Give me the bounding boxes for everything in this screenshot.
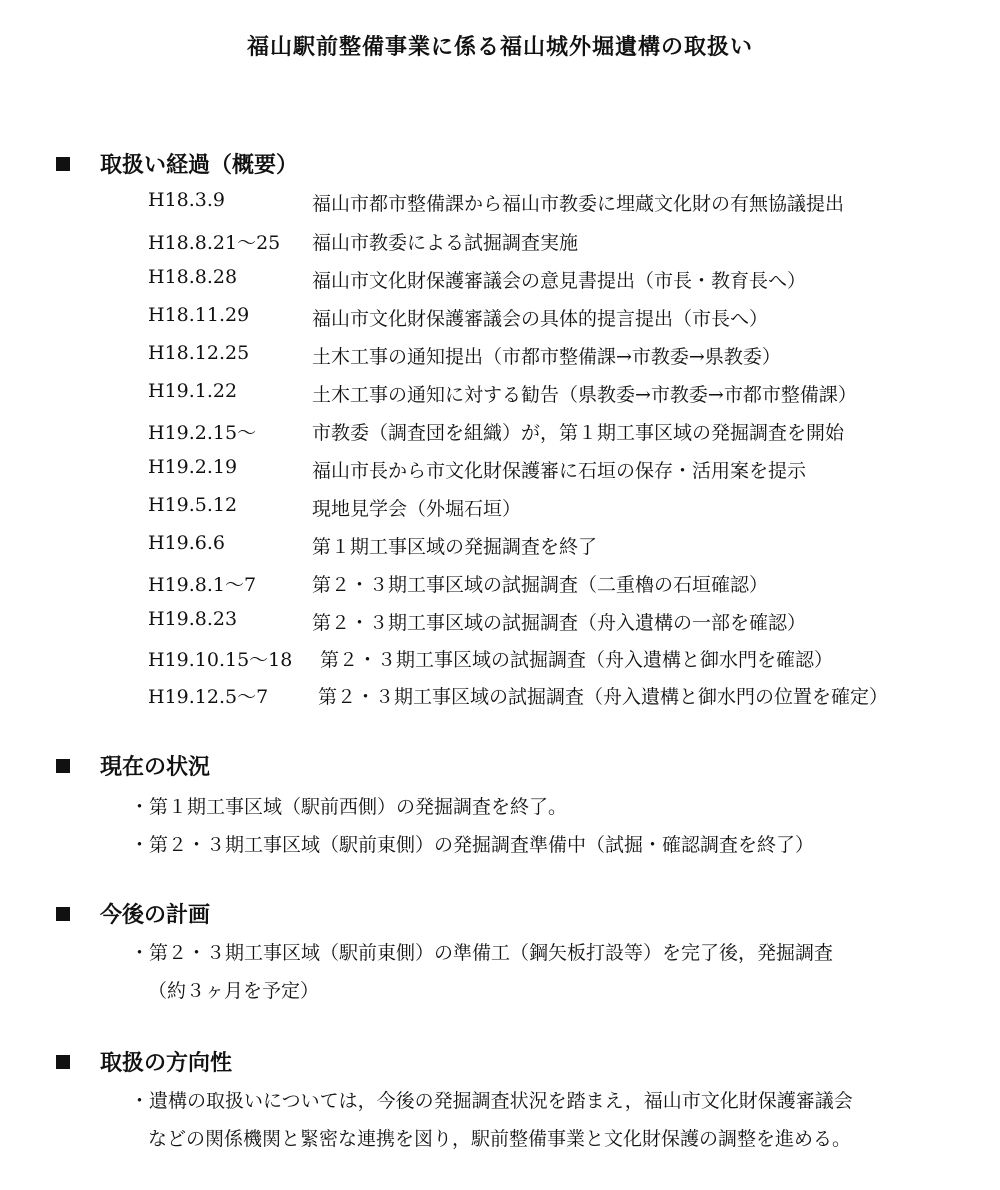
section-line: （約３ヶ月を予定）: [148, 980, 320, 1002]
section-heading-label: 取扱い経過（概要）: [100, 152, 299, 178]
history-entry: [0, 228, 1000, 260]
section-line: ・第２・３期工事区域（駅前東側）の準備工（鋼矢板打設等）を完了後，発掘調査: [130, 942, 834, 964]
history-text: 第２・３期工事区域の試掘調査（舟入遺構と御水門を確認）: [320, 649, 834, 671]
history-entry: [0, 456, 1000, 488]
section-heading-history: [56, 148, 298, 179]
history-text: 第２・３期工事区域の試掘調査（舟入遺構の一部を確認）: [312, 612, 807, 634]
history-text: 現地見学会（外堀石垣）: [312, 498, 522, 520]
section-heading-current-status: [56, 750, 210, 781]
history-text: 第２・３期工事区域の試掘調査（二重櫓の石垣確認）: [312, 574, 769, 596]
history-entry: [0, 342, 1000, 374]
history-date: H18.12.25: [148, 342, 250, 364]
section-line: ・第１期工事区域（駅前西側）の発掘調査を終了。: [130, 796, 568, 818]
history-entry: [0, 682, 1000, 714]
history-entry: [0, 608, 1000, 640]
history-text: 第１期工事区域の発掘調査を終了: [312, 536, 598, 558]
section-heading-direction: [56, 1046, 232, 1077]
history-text: 市教委（調査団を組織）が，第１期工事区域の発掘調査を開始: [312, 422, 845, 444]
history-text: 福山市文化財保護審議会の具体的提言提出（市長へ）: [312, 308, 769, 330]
history-entry: [0, 380, 1000, 412]
history-entry: [0, 494, 1000, 526]
history-text: 福山市教委による試掘調査実施: [312, 232, 579, 254]
history-date: H18.11.29: [148, 304, 250, 326]
history-date: H18.8.21〜25: [148, 232, 281, 254]
history-date: H19.2.19: [148, 456, 238, 478]
history-date: H19.10.15〜18: [148, 649, 293, 671]
history-text: 福山市文化財保護審議会の意見書提出（市長・教育長へ）: [312, 270, 807, 292]
history-text: 福山市都市整備課から福山市教委に埋蔵文化財の有無協議提出: [312, 193, 845, 215]
section-line: ・遺構の取扱いについては，今後の発掘調査状況を踏まえ，福山市文化財保護審議会: [130, 1090, 853, 1112]
history-date: H19.2.15〜: [148, 422, 257, 444]
history-entry: [0, 645, 1000, 677]
history-text: 土木工事の通知提出（市都市整備課→市教委→県教委）: [312, 346, 781, 368]
square-bullet-icon: [56, 157, 70, 171]
section-heading-label: 取扱の方向性: [100, 1050, 233, 1076]
history-text: 土木工事の通知に対する勧告（県教委→市教委→市都市整備課）: [312, 384, 857, 406]
section-heading-label: 現在の状況: [100, 754, 211, 780]
history-date: H19.8.23: [148, 608, 238, 630]
history-date: H19.6.6: [148, 532, 226, 554]
history-entry: [0, 189, 1000, 221]
history-date: H19.1.22: [148, 380, 238, 402]
document-title: 福山駅前整備事業に係る福山城外堀遺構の取扱い: [246, 34, 753, 60]
section-heading-future-plan: [56, 898, 210, 929]
section-line: などの関係機関と緊密な連携を図り，駅前整備事業と文化財保護の調整を進める。: [148, 1128, 852, 1150]
history-date: H19.12.5〜7: [148, 686, 269, 708]
square-bullet-icon: [56, 759, 70, 773]
history-entry: [0, 418, 1000, 450]
history-text: 第２・３期工事区域の試掘調査（舟入遺構と御水門の位置を確定）: [318, 686, 889, 708]
history-date: H19.8.1〜7: [148, 574, 257, 596]
history-entry: [0, 532, 1000, 564]
history-date: H18.8.28: [148, 266, 238, 288]
square-bullet-icon: [56, 907, 70, 921]
section-heading-label: 今後の計画: [100, 902, 211, 928]
history-entry: [0, 266, 1000, 298]
history-date: H18.3.9: [148, 189, 226, 211]
history-text: 福山市長から市文化財保護審に石垣の保存・活用案を提示: [312, 460, 807, 482]
section-line: ・第２・３期工事区域（駅前東側）の発掘調査準備中（試掘・確認調査を終了）: [130, 834, 815, 856]
history-entry: [0, 570, 1000, 602]
history-entry: [0, 304, 1000, 336]
square-bullet-icon: [56, 1055, 70, 1069]
history-date: H19.5.12: [148, 494, 238, 516]
